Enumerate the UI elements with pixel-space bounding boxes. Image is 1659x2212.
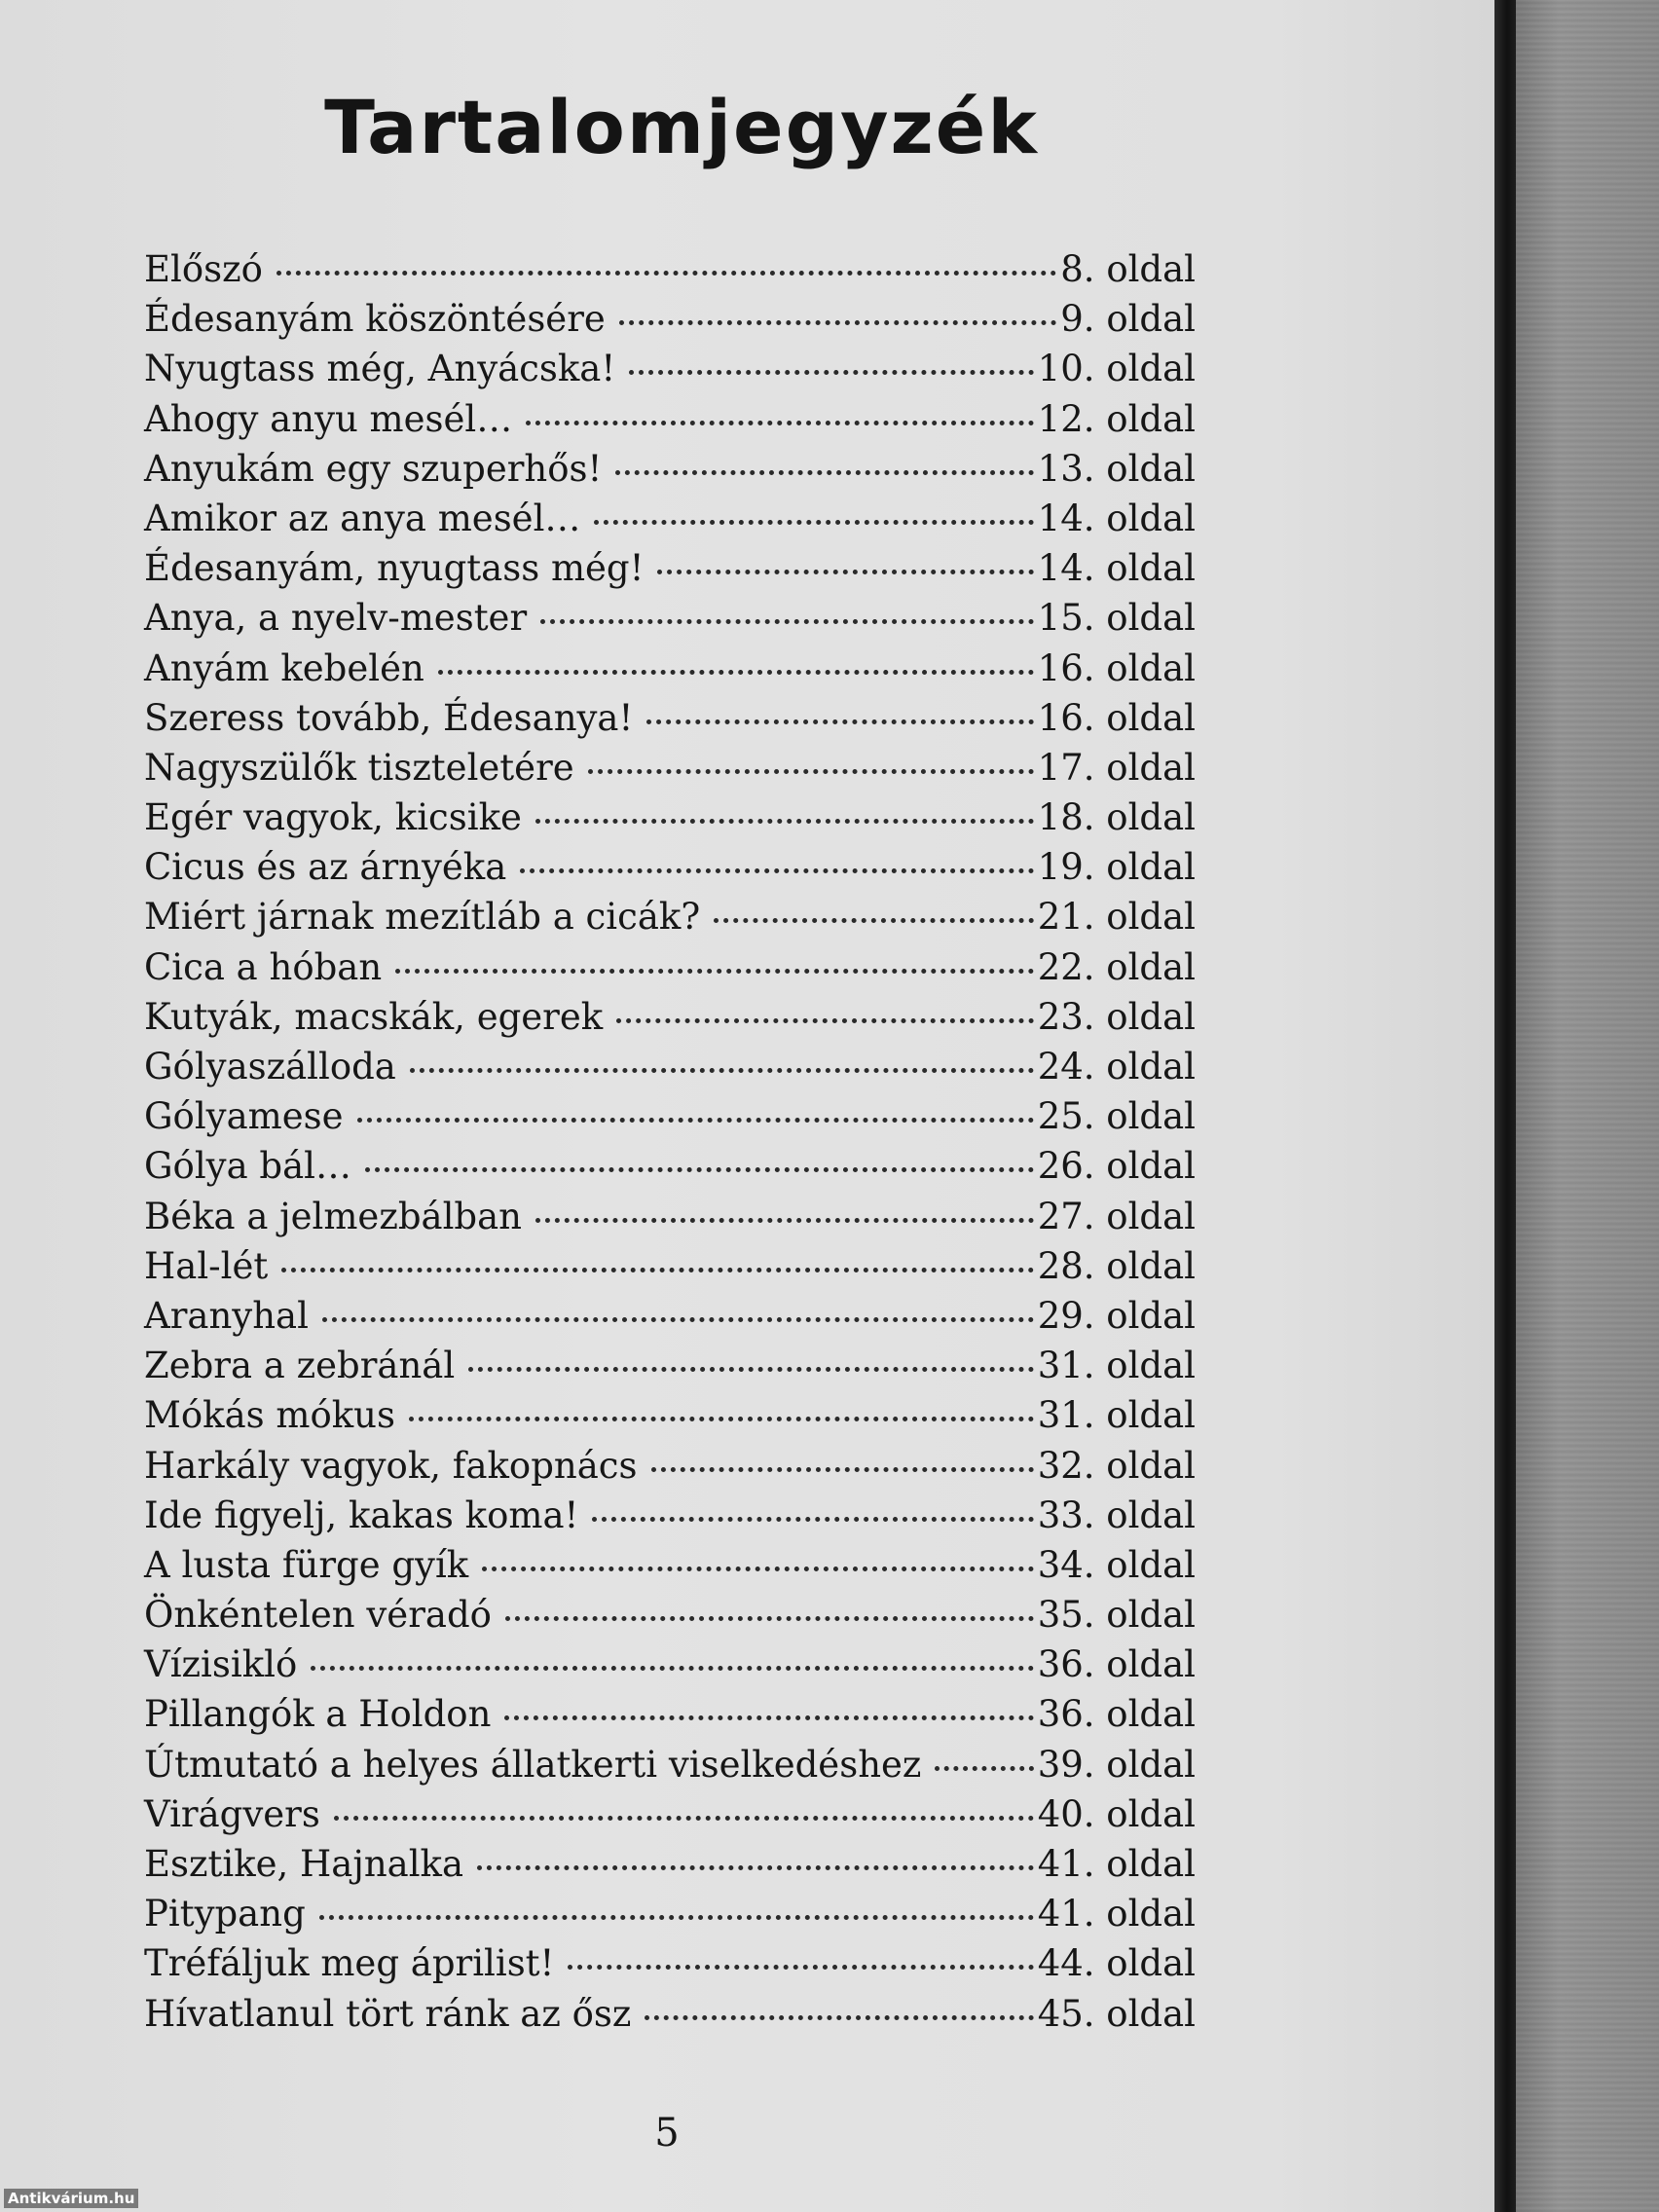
toc-entry-title: Hal-lét bbox=[144, 1244, 269, 1287]
dot-leader bbox=[540, 619, 1034, 624]
toc-entry bbox=[144, 1095, 1196, 1145]
toc-entry-title: Útmutató a helyes állatkerti viselkedéshez bbox=[144, 1743, 922, 1786]
dot-leader bbox=[594, 520, 1033, 525]
toc-entry-title: Zebra a zebránál bbox=[144, 1345, 456, 1387]
toc-entry bbox=[144, 1594, 1196, 1643]
dot-leader bbox=[535, 819, 1034, 824]
dot-leader bbox=[276, 271, 1056, 276]
toc-entry-page: 14. oldal bbox=[1037, 497, 1196, 539]
toc-entry bbox=[144, 946, 1196, 996]
toc-entry-page: 16. oldal bbox=[1037, 646, 1196, 689]
toc-entry-page: 14. oldal bbox=[1037, 547, 1196, 590]
toc-entry-page: 18. oldal bbox=[1037, 796, 1196, 839]
toc-entry bbox=[144, 1643, 1196, 1693]
toc-entry-page: 25. oldal bbox=[1037, 1095, 1196, 1138]
toc-entry-page: 23. oldal bbox=[1037, 995, 1196, 1038]
toc-entry-page: 40. oldal bbox=[1037, 1792, 1196, 1835]
toc-entry bbox=[144, 348, 1196, 397]
dot-leader bbox=[322, 1317, 1034, 1322]
toc-entry-page: 44. oldal bbox=[1037, 1942, 1196, 1985]
dot-leader bbox=[334, 1816, 1034, 1821]
toc-entry-page: 28. oldal bbox=[1037, 1244, 1196, 1287]
toc-entry-title: Gólya bál… bbox=[144, 1145, 351, 1188]
toc-entry-page: 10. oldal bbox=[1037, 348, 1196, 390]
dot-leader bbox=[646, 719, 1033, 724]
toc-entry-page: 17. oldal bbox=[1037, 746, 1196, 789]
dot-leader bbox=[657, 570, 1033, 574]
toc-entry-page: 31. oldal bbox=[1037, 1345, 1196, 1387]
toc-entry bbox=[144, 1394, 1196, 1444]
dot-leader bbox=[311, 1666, 1033, 1671]
toc-entry-title: Pitypang bbox=[144, 1893, 306, 1936]
dot-leader bbox=[592, 1517, 1033, 1522]
toc-entry bbox=[144, 1993, 1196, 2043]
toc-entry-page: 45. oldal bbox=[1037, 1992, 1196, 2035]
toc-entry-page: 22. oldal bbox=[1037, 945, 1196, 988]
toc-entry bbox=[144, 747, 1196, 796]
toc-entry bbox=[144, 697, 1196, 747]
dot-leader bbox=[588, 769, 1034, 774]
toc-entry bbox=[144, 1046, 1196, 1095]
toc-entry-title: Szeress tovább, Édesanya! bbox=[144, 696, 634, 739]
toc-entry bbox=[144, 398, 1196, 448]
toc-entry bbox=[144, 1196, 1196, 1245]
toc-entry bbox=[144, 1893, 1196, 1942]
toc-entry-title: Hívatlanul tört ránk az ősz bbox=[144, 1992, 632, 2035]
toc-entry bbox=[144, 1544, 1196, 1594]
dot-leader bbox=[477, 1865, 1034, 1870]
toc-entry bbox=[144, 248, 1196, 298]
toc-entry-page: 36. oldal bbox=[1037, 1693, 1196, 1736]
toc-entry-title: Cicus és az árnyéka bbox=[144, 846, 507, 889]
dot-leader bbox=[409, 1417, 1034, 1421]
dot-leader bbox=[568, 1965, 1033, 1970]
toc-entry-title: Mókás mókus bbox=[144, 1394, 395, 1437]
toc-entry-title: Nagyszülők tiszteletére bbox=[144, 746, 574, 789]
toc-entry-title: Kutyák, macskák, egerek bbox=[144, 995, 604, 1038]
toc-entry bbox=[144, 448, 1196, 498]
dot-leader bbox=[505, 1616, 1034, 1621]
toc-entry bbox=[144, 1744, 1196, 1793]
dot-leader bbox=[615, 470, 1033, 475]
toc-entry-page: 26. oldal bbox=[1037, 1145, 1196, 1188]
toc-entry-title: Aranyhal bbox=[144, 1294, 309, 1337]
toc-entry bbox=[144, 1295, 1196, 1345]
toc-entry-page: 35. oldal bbox=[1037, 1594, 1196, 1637]
toc-entry-page: 16. oldal bbox=[1037, 696, 1196, 739]
dot-leader bbox=[651, 1467, 1034, 1472]
toc-entry-title: Anya, a nyelv-mester bbox=[144, 597, 528, 640]
toc-entry bbox=[144, 1942, 1196, 1992]
toc-entry bbox=[144, 1245, 1196, 1295]
toc-entry bbox=[144, 547, 1196, 597]
toc-entry-page: 32. oldal bbox=[1037, 1444, 1196, 1487]
toc-entry-title: Önkéntelen véradó bbox=[144, 1594, 492, 1637]
toc-entry-page: 39. oldal bbox=[1037, 1743, 1196, 1786]
toc-entry-title: Gólyaszálloda bbox=[144, 1046, 396, 1088]
toc-entry-title: Esztike, Hajnalka bbox=[144, 1843, 464, 1885]
toc-entry-title: Anyám kebelén bbox=[144, 646, 424, 689]
toc-entry bbox=[144, 846, 1196, 896]
toc-entry-title: A lusta fürge gyík bbox=[144, 1543, 469, 1586]
toc-entry bbox=[144, 1843, 1196, 1893]
dot-leader bbox=[357, 1118, 1034, 1123]
dot-leader bbox=[535, 1218, 1034, 1223]
toc-entry-title: Ahogy anyu mesél… bbox=[144, 397, 513, 440]
toc-entry-title: Édesanyám köszöntésére bbox=[144, 298, 606, 341]
toc-entry-title: Virágvers bbox=[144, 1792, 320, 1835]
toc-entry-page: 13. oldal bbox=[1037, 447, 1196, 490]
toc-entry bbox=[144, 1445, 1196, 1494]
dot-leader bbox=[504, 1715, 1033, 1720]
toc-entry-title: Pillangók a Holdon bbox=[144, 1693, 492, 1736]
toc-entry bbox=[144, 1693, 1196, 1743]
book-cover-edge bbox=[1516, 0, 1659, 2212]
table-of-contents bbox=[144, 248, 1196, 2043]
toc-entry-title: Gólyamese bbox=[144, 1095, 344, 1138]
dot-leader bbox=[714, 918, 1034, 923]
toc-entry-title: Előszó bbox=[144, 248, 263, 290]
dot-leader bbox=[935, 1766, 1033, 1771]
toc-entry-title: Cica a hóban bbox=[144, 945, 383, 988]
toc-entry-title: Tréfáljuk meg áprilist! bbox=[144, 1942, 555, 1985]
toc-entry bbox=[144, 996, 1196, 1046]
toc-entry bbox=[144, 896, 1196, 945]
toc-entry-page: 24. oldal bbox=[1037, 1046, 1196, 1088]
toc-entry-page: 12. oldal bbox=[1037, 397, 1196, 440]
toc-entry-page: 21. oldal bbox=[1037, 896, 1196, 939]
toc-entry-title: Egér vagyok, kicsike bbox=[144, 796, 522, 839]
toc-entry-page: 29. oldal bbox=[1037, 1294, 1196, 1337]
toc-entry-title: Amikor az anya mesél… bbox=[144, 497, 581, 539]
toc-entry-page: 19. oldal bbox=[1037, 846, 1196, 889]
toc-entry bbox=[144, 498, 1196, 547]
toc-entry-page: 41. oldal bbox=[1037, 1893, 1196, 1936]
toc-entry bbox=[144, 1345, 1196, 1394]
page-number: 5 bbox=[654, 2111, 680, 2156]
page-title: Tartalomjegyzék bbox=[324, 84, 1039, 170]
toc-entry bbox=[144, 1793, 1196, 1843]
toc-entry-page: 31. oldal bbox=[1037, 1394, 1196, 1437]
toc-entry bbox=[144, 796, 1196, 846]
toc-entry-page: 27. oldal bbox=[1037, 1195, 1196, 1237]
watermark: Antikvárium.hu bbox=[4, 2189, 138, 2208]
toc-entry-title: Harkály vagyok, fakopnács bbox=[144, 1444, 638, 1487]
dot-leader bbox=[438, 670, 1034, 675]
dot-leader bbox=[365, 1167, 1034, 1172]
dot-leader bbox=[410, 1068, 1034, 1073]
book-binding bbox=[1494, 0, 1516, 2212]
toc-entry bbox=[144, 1494, 1196, 1544]
toc-entry-title: Anyukám egy szuperhős! bbox=[144, 447, 603, 490]
toc-entry-title: Vízisikló bbox=[144, 1643, 298, 1686]
toc-entry-page: 41. oldal bbox=[1037, 1843, 1196, 1885]
toc-entry-title: Nyugtass még, Anyácska! bbox=[144, 348, 616, 390]
dot-leader bbox=[526, 421, 1033, 425]
dot-leader bbox=[482, 1567, 1033, 1571]
dot-leader bbox=[629, 370, 1033, 375]
toc-entry-page: 34. oldal bbox=[1037, 1543, 1196, 1586]
toc-entry-title: Miért járnak mezítláb a cicák? bbox=[144, 896, 701, 939]
dot-leader bbox=[520, 868, 1033, 873]
toc-entry-title: Édesanyám, nyugtass még! bbox=[144, 547, 645, 590]
dot-leader bbox=[281, 1268, 1033, 1272]
toc-entry bbox=[144, 597, 1196, 646]
dot-leader bbox=[395, 969, 1034, 974]
toc-entry-title: Ide figyelj, kakas koma! bbox=[144, 1493, 579, 1536]
dot-leader bbox=[645, 2015, 1033, 2020]
toc-entry bbox=[144, 1145, 1196, 1195]
dot-leader bbox=[468, 1367, 1034, 1372]
toc-entry-page: 15. oldal bbox=[1037, 597, 1196, 640]
dot-leader bbox=[616, 1018, 1034, 1023]
toc-entry-page: 9. oldal bbox=[1060, 298, 1196, 341]
dot-leader bbox=[619, 320, 1056, 325]
toc-entry-page: 36. oldal bbox=[1037, 1643, 1196, 1686]
toc-entry bbox=[144, 647, 1196, 697]
toc-entry-page: 33. oldal bbox=[1037, 1493, 1196, 1536]
toc-entry bbox=[144, 298, 1196, 348]
toc-entry-title: Béka a jelmezbálban bbox=[144, 1195, 522, 1237]
toc-entry-page: 8. oldal bbox=[1060, 248, 1196, 290]
dot-leader bbox=[319, 1915, 1034, 1920]
